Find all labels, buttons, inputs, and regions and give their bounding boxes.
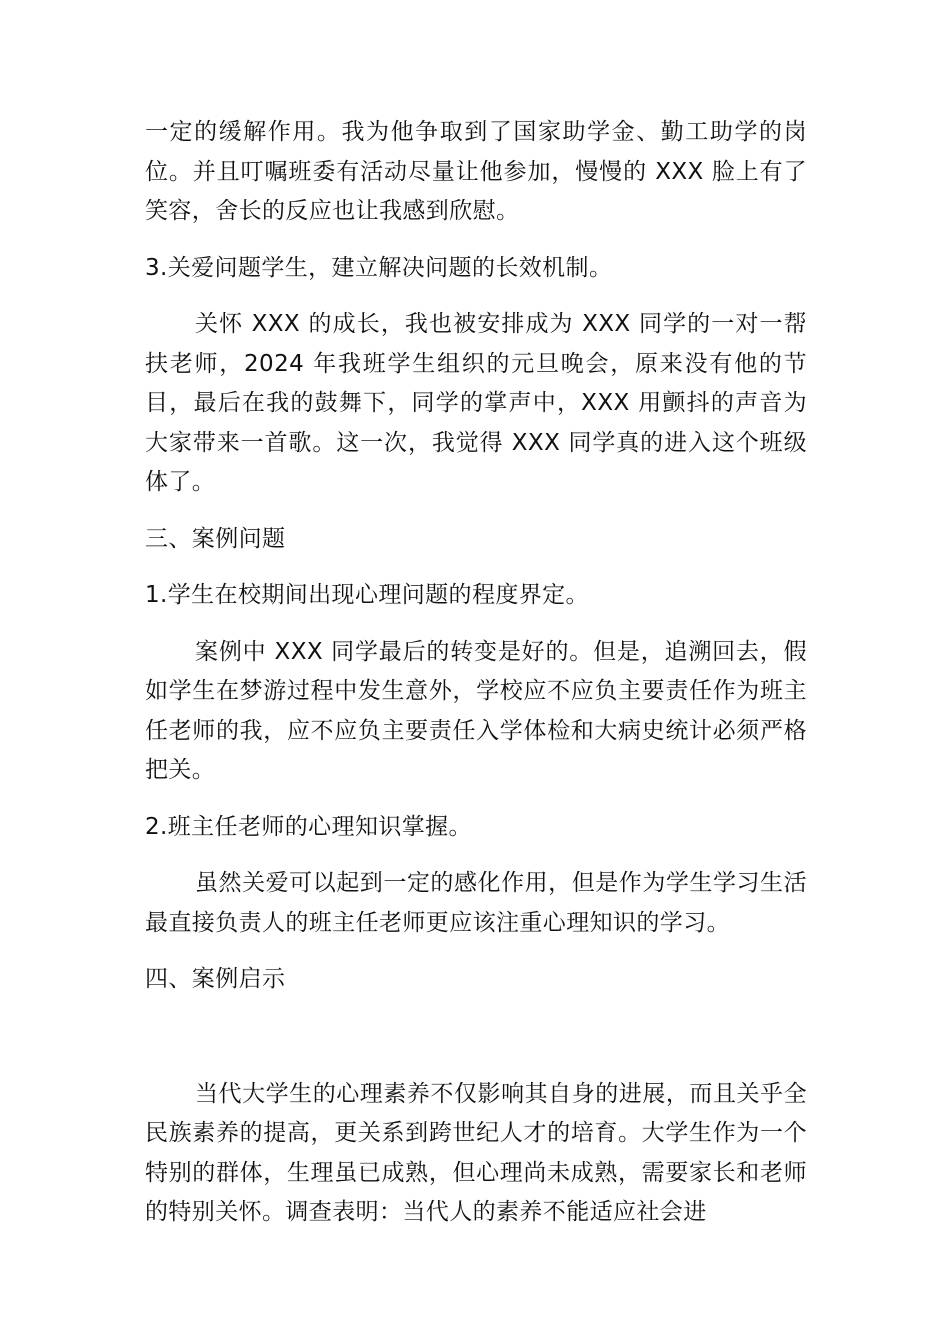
paragraph-contemporary-students: 当代大学生的心理素养不仅影响其自身的进展，而且关乎全民族素养的提高，更关系到跨世纪人才的培育。大学生作为一个特别的群体，生理虽已成熟，但心理尚未成熟，需要家长和老师的特别关怀。调查表明：当代人的素养不能适应社会进 <box>145 1080 807 1225</box>
subheading-3-care-problem-students: 3.关爱问题学生，建立解决问题的长效机制。 <box>145 254 613 281</box>
paragraph-growth-care: 关怀 XXX 的成长，我也被安排成为 XXX 同学的一对一帮扶老师，2024 年我班学生组织的元旦晚会，原来没有他的节目，最后在我的鼓舞下，同学的掌声中，XXX 用颤抖的声音为大家带来一首歌。这一次，我觉得 XXX 同学真的进入这个班级体了。 <box>145 311 807 495</box>
section-heading-case-problems: 三、案例问题 <box>145 525 286 552</box>
subheading-2-teacher-knowledge: 2.班主任老师的心理知识掌握。 <box>145 813 472 840</box>
document-body <box>145 113 807 1250</box>
section-heading-case-insights: 四、案例启示 <box>145 966 286 992</box>
paragraph-continuation: 一定的缓解作用。我为他争取到了国家助学金、勤工助学的岗位。并且叮嘱班委有活动尽量让他参加，慢慢的 XXX 脸上有了笑容，舍长的反应也让我感到欣慰。 <box>145 119 807 224</box>
paragraph-case-change: 案例中 XXX 同学最后的转变是好的。但是，追溯回去，假如学生在梦游过程中发生意外，学校应不应负主要责任作为班主任老师的我，应不应负主要责任入学体检和大病史统计必须严格把关。 <box>145 638 807 783</box>
paragraph-care-effect: 虽然关爱可以起到一定的感化作用，但是作为学生学习生活最直接负责人的班主任老师更应该注重心理知识的学习。 <box>145 870 807 936</box>
subheading-1-problem-definition: 1.学生在校期间出现心理问题的程度界定。 <box>145 582 589 608</box>
blank-spacing <box>145 1017 807 1075</box>
